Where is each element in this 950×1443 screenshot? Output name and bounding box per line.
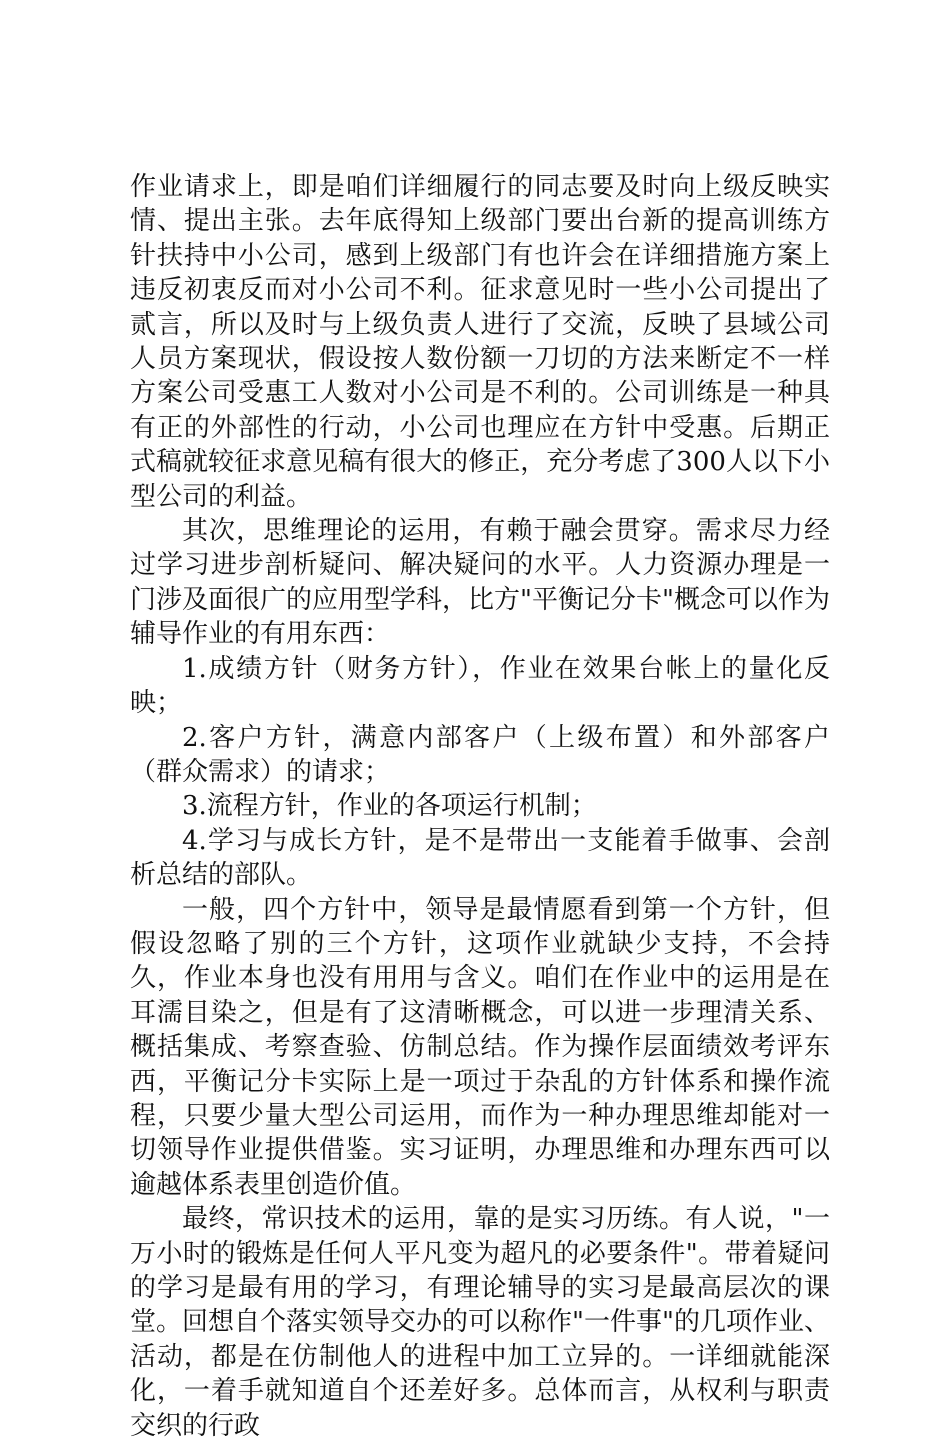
paragraph-continued-report: 作业请求上，即是咱们详细履行的同志要及时向上级反映实情、提出主张。去年底得知上级部门要出台新的提高训练方针扶持中小公司，感到上级部门有也许会在详细措施方案上违反初衷反而对小公司不利。征求意见时一些小公司提出了贰言，所以及时与上级负责人进行了交流，反映了县域公司人员方案现状，假设按人数份额一刀切的方法来断定不一样方案公司受惠工人数对小公司是不利的。公司训练是一种具有正的外部性的行动，小公司也理应在方针中受惠。后期正式稿就较征求意见稿有很大的修正，充分考虑了300人以下小型公司的利益。	[130, 172, 830, 512]
list-item-customer-goal: 2.客户方针，满意内部客户（上级布置）和外部客户（群众需求）的请求；	[130, 722, 830, 787]
list-item-performance-goal: 1.成绩方针（财务方针），作业在效果台帐上的量化反映；	[130, 653, 830, 719]
paragraph-practice-experience: 最终，常识技术的运用，靠的是实习历练。有人说，"一万小时的锻炼是任何人平凡变为超凡的必要条件"。带着疑问的学习是最有用的学习，有理论辅导的实习是最高层次的课堂。回想自个落实领导交办的可以称作"一件事"的几项作业、活动，都是在仿制他人的进程中加工立异的。一详细就能深化，一着手就知道自个还差好多。总体而言，从权利与职责交织的行政	[130, 1204, 830, 1441]
paragraph-theory-application: 其次，思维理论的运用，有赖于融会贯穿。需求尽力经过学习进步剖析疑问、解决疑问的水平。人力资源办理是一门涉及面很广的应用型学科，比方"平衡记分卡"概念可以作为辅导作业的有用东西：	[130, 516, 830, 650]
document-body	[130, 170, 830, 1443]
list-item-process-goal: 3.流程方针，作业的各项运行机制；	[182, 791, 597, 822]
paragraph-balanced-scorecard: 一般，四个方针中，领导是最情愿看到第一个方针，但假设忽略了别的三个方针，这项作业就缺少支持，不会持久，作业本身也没有用用与含义。咱们在作业中的运用是在耳濡目染之，但是有了这清晰概念，可以进一步理清关系、概括集成、考察查验、仿制总结。作为操作层面绩效考评东西，平衡记分卡实际上是一项过于杂乱的方针体系和操作流程，只要少量大型公司运用，而作为一种办理思维却能对一切领导作业提供借鉴。实习证明，办理思维和办理东西可以逾越体系表里创造价值。	[130, 894, 830, 1200]
list-item-learning-growth-goal: 4.学习与成长方针，是不是带出一支能着手做事、会剖析总结的部队。	[130, 825, 830, 891]
